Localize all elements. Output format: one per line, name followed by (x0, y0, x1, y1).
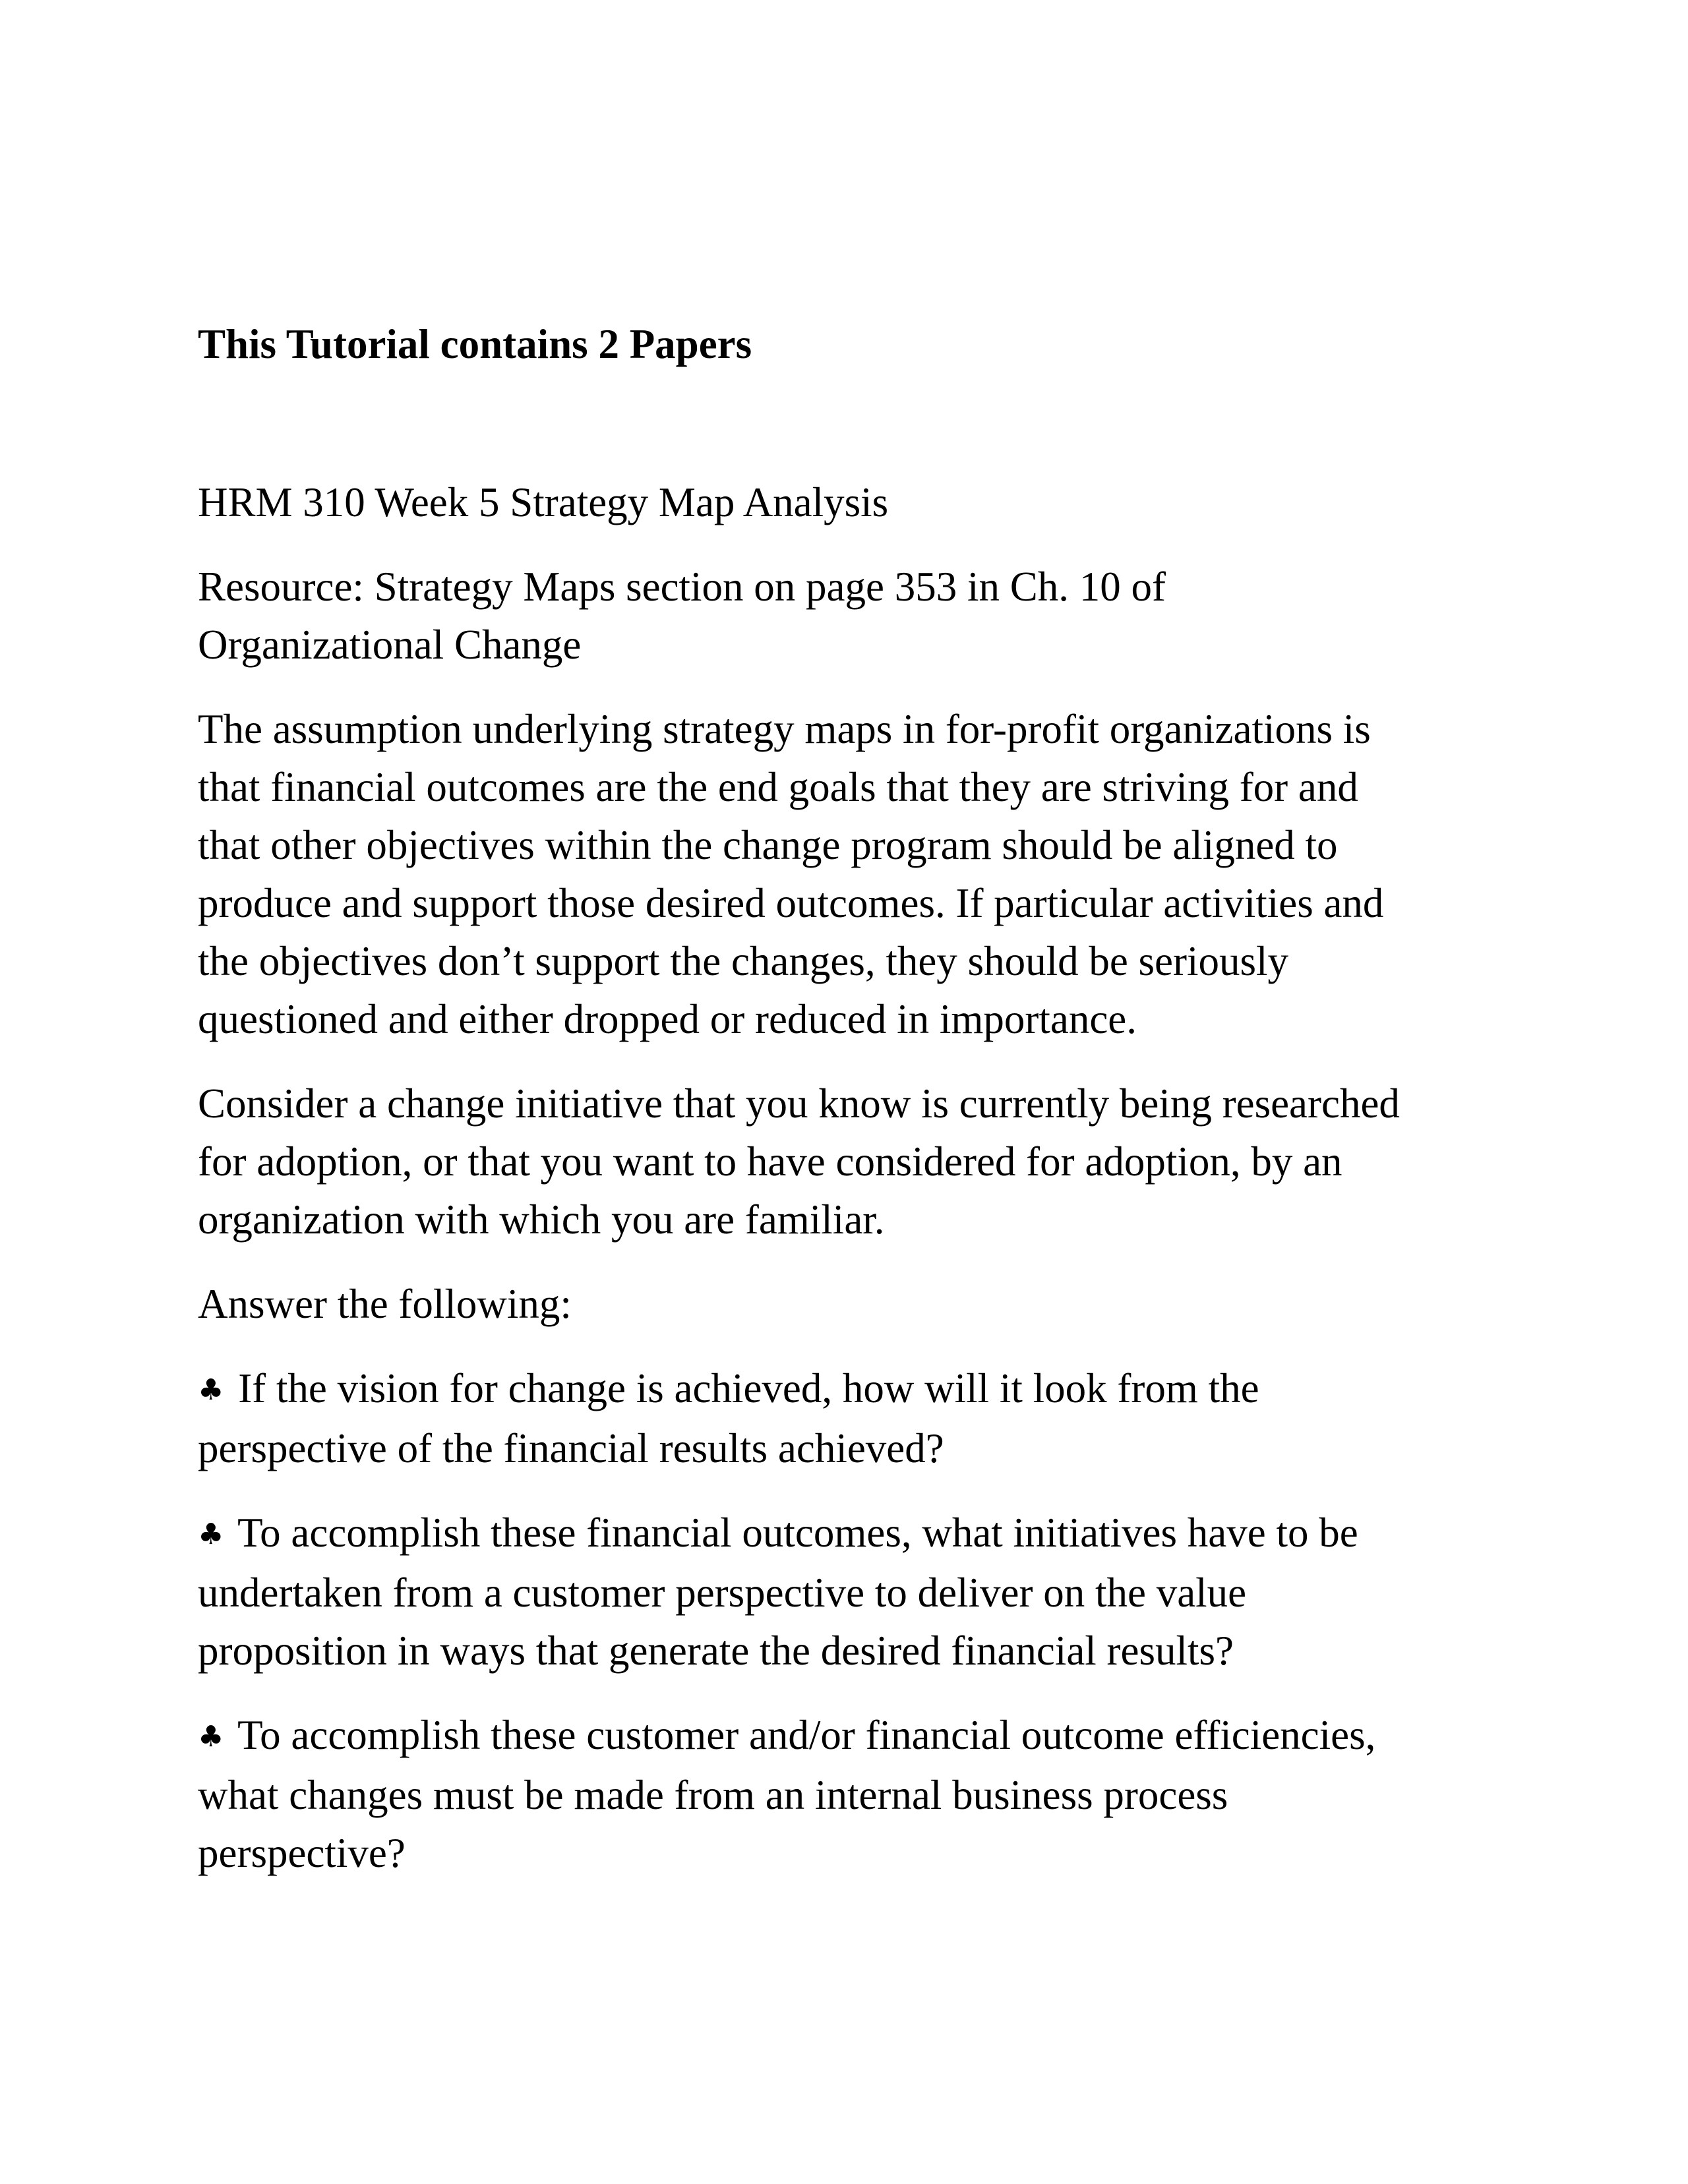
bullet-line (198, 1706, 1517, 1766)
assumption-paragraph (198, 700, 1517, 1048)
bullet-line (198, 1504, 1517, 1564)
paragraph-line: the objectives don’t support the changes, they should be seriously (198, 938, 1289, 984)
paragraph-line: produce and support those desired outcomes. If particular activities and (198, 880, 1384, 926)
resource-paragraph (198, 558, 1517, 674)
resource-line: Resource: Strategy Maps section on page 353 in Ch. 10 of (198, 564, 1166, 610)
paragraph-line: The assumption underlying strategy maps in for-profit organizations is (198, 706, 1371, 752)
bullet-line: perspective? (198, 1830, 406, 1876)
document-title: This Tutorial contains 2 Papers (198, 321, 752, 367)
bullet-item (198, 1504, 1517, 1680)
paragraph-line: Consider a change initiative that you know is currently being researched (198, 1080, 1400, 1127)
bullet-line: proposition in ways that generate the desired financial results? (198, 1628, 1234, 1674)
paragraph-line: for adoption, or that you want to have considered for adoption, by an (198, 1138, 1342, 1185)
document-content (198, 315, 1517, 1908)
resource-line: Organizational Change (198, 622, 582, 668)
bullet-line: what changes must be made from an internal business process (198, 1772, 1228, 1818)
club-bullet-icon: ♣ (198, 1518, 224, 1551)
bullet-line (198, 1359, 1517, 1419)
bullet-text: To accomplish these customer and/or financial outcome efficiencies, (237, 1712, 1376, 1758)
bullet-text: If the vision for change is achieved, how will it look from the (238, 1365, 1259, 1411)
paragraph-line: questioned and either dropped or reduced in importance. (198, 996, 1137, 1042)
bullet-line: undertaken from a customer perspective to deliver on the value (198, 1570, 1247, 1616)
bullet-item (198, 1706, 1517, 1882)
club-bullet-icon: ♣ (198, 1720, 224, 1754)
paragraph-line: that other objectives within the change program should be aligned to (198, 822, 1338, 868)
bullet-item (198, 1359, 1517, 1477)
club-bullet-icon: ♣ (198, 1373, 224, 1407)
paper-heading: HRM 310 Week 5 Strategy Map Analysis (198, 479, 889, 525)
initiative-paragraph (198, 1075, 1517, 1249)
answer-intro: Answer the following: (198, 1281, 572, 1327)
paragraph-line: that financial outcomes are the end goals that they are striving for and (198, 764, 1358, 810)
bullet-text: To accomplish these financial outcomes, what initiatives have to be (237, 1510, 1358, 1556)
paragraph-line: organization with which you are familiar. (198, 1196, 885, 1243)
bullet-line: perspective of the financial results achieved? (198, 1425, 944, 1471)
